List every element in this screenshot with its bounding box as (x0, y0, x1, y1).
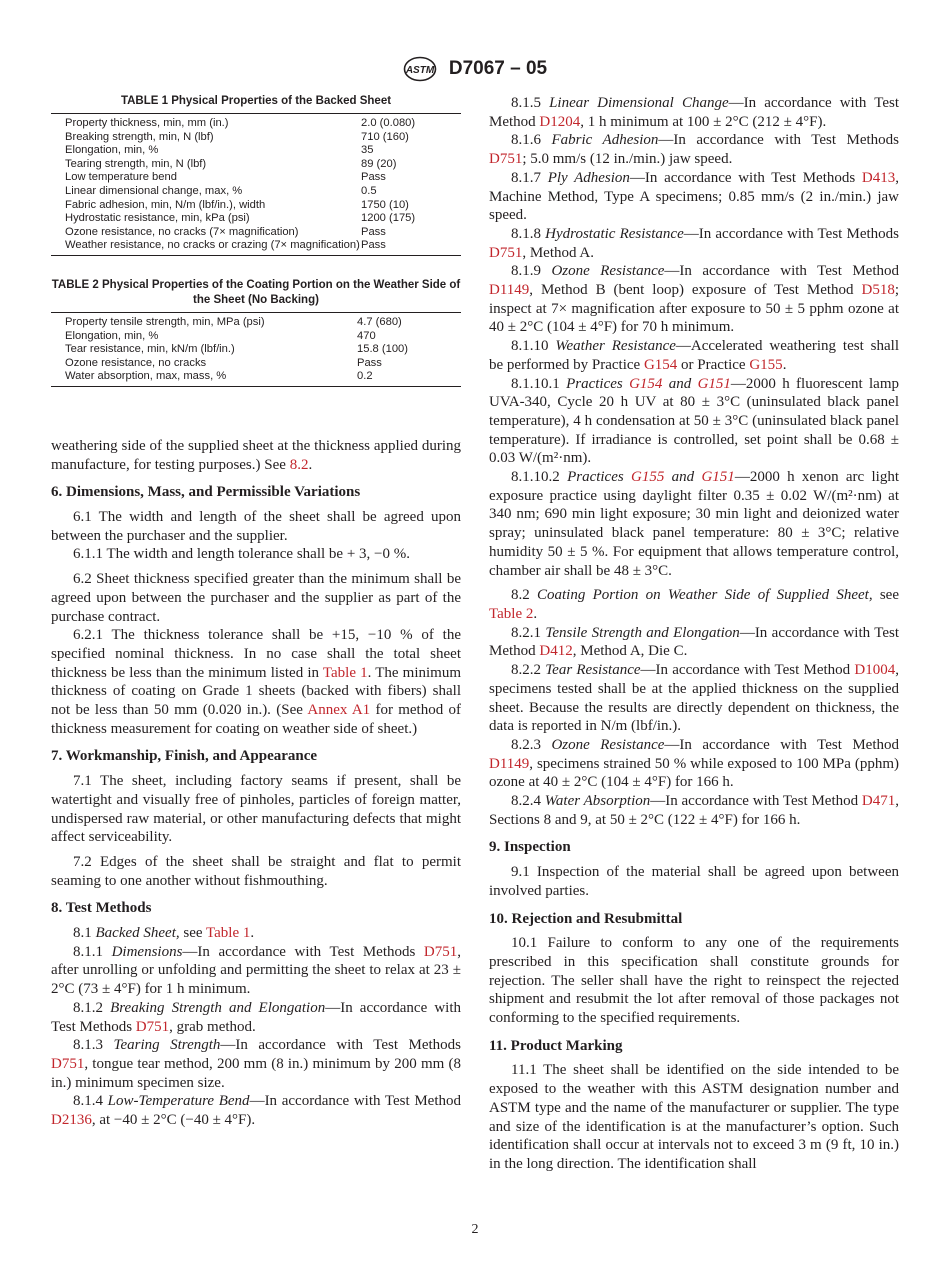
value-cell: Pass (361, 239, 386, 252)
link-d751[interactable]: D751 (489, 151, 523, 168)
value-cell: 1750 (10) (361, 198, 409, 211)
section-7-heading: 7. Workmanship, Finish, and Appearance (51, 748, 318, 765)
link-d413[interactable]: D413 (861, 169, 896, 186)
table-2 (51, 312, 461, 387)
section-8-heading: 8. Test Methods (51, 900, 152, 917)
value-cell: Pass (361, 225, 386, 238)
page-number: 2 (471, 1222, 479, 1237)
table-row (51, 370, 461, 386)
para-8-1-5: 8.1.5 Linear Dimensional Change—In accordance with Test Method D1204, 1 h minimum at 100 ± 2°C (212 ± 4°F). (489, 95, 899, 130)
para-6-1: 6.1 The width and length of the sheet shall be agreed upon between the purchaser and the supplier. (51, 509, 461, 544)
table-row (51, 239, 461, 255)
property-cell: Linear dimensional change, max, % (65, 184, 243, 197)
section-11-heading: 11. Product Marking (489, 1037, 623, 1054)
value-cell: 4.7 (680) (357, 315, 402, 328)
astm-logo-icon (403, 56, 437, 82)
property-cell: Tear resistance, min, kN/m (lbf/in.) (65, 343, 235, 356)
value-cell: Pass (357, 356, 382, 369)
para-8-1-7: 8.1.7 Ply Adhesion—In accordance with Test Methods D413, Machine Method, Type A specimens; 0.85 mm/s (2 in./min.) jaw speed. (489, 169, 899, 224)
link-d751[interactable]: D751 (135, 1018, 170, 1035)
left-column (51, 94, 461, 1130)
designation-number: D7067 – 05 (448, 58, 548, 79)
link-table-1[interactable]: Table 1 (322, 664, 368, 681)
value-cell: 0.5 (361, 184, 377, 197)
link-g155[interactable]: G155 (749, 356, 783, 373)
section-10-heading: 10. Rejection and Resubmittal (489, 910, 683, 927)
value-cell: 710 (160) (361, 130, 409, 143)
para-8-1-9: 8.1.9 Ozone Resistance—In accordance with Test Method D1149, Method B (bent loop) exposure of Test Method D518; inspect at 7× magnification after exposure to 50 ± 5 pphm ozone at 40 ± 2°C (104 ± 4°F) for 70 h minimum. (489, 263, 900, 336)
table-row (51, 330, 461, 344)
value-cell: 2.0 (0.080) (361, 117, 416, 129)
para-6-2-1: 6.2.1 The thickness tolerance shall be +15, −10 % of the specified nominal thickness. In no case shall the total sheet thickness be less than the minimum listed in Table 1. The minimum thickness of coating on Grade 1 sheets (backed with fibers) shall not be less than 50 mm (0.020 in.). (See Annex A1 for method of thickness measurement for coating on weather side of sheet.) (51, 627, 462, 737)
para-10-1: 10.1 Failure to conform to any one of the requirements prescribed in this specification shall constitute grounds for rejection. The seller shall have the right to reinspect the rejected shipment and resubmit the lot after removal of those packages not conforming to the specified requirements. (489, 935, 899, 1027)
link-d471[interactable]: D471 (861, 793, 896, 810)
page-header (0, 56, 950, 82)
para-8-2-4: 8.2.4 Water Absorption—In accordance with Test Method D471, Sections 8 and 9, at 50 ± 2°C (122 ± 4°F) for 166 h. (489, 793, 900, 828)
para-8-1-2: 8.1.2 Breaking Strength and Elongation—In accordance with Test Methods D751, grab method. (51, 999, 461, 1035)
table-row (51, 131, 461, 145)
property-cell: Property tensile strength, min, MPa (psi) (65, 315, 265, 328)
property-cell: Hydrostatic resistance, min, kPa (psi) (65, 212, 250, 225)
link-d1004[interactable]: D1004 (854, 662, 896, 679)
link-g155[interactable]: G155 (631, 469, 665, 486)
property-cell: Breaking strength, min, N (lbf) (65, 130, 214, 143)
link-annex-a1[interactable]: Annex A1 (307, 702, 371, 719)
para-8-2-3: 8.2.3 Ozone Resistance—In accordance with Test Method D1149, specimens strained 50 % while exposed to 100 MPa (pphm) ozone at 40 ± 2°C (104 ± 4°F) for 166 h. (489, 736, 900, 791)
link-d518[interactable]: D518 (861, 282, 895, 299)
para-8-1-1: 8.1.1 Dimensions—In accordance with Test Methods D751, after unrolling or unfolding and permitting the sheet to relax at 23 ± 2°C (73 ± 4°F) for 1 h minimum. (51, 943, 461, 998)
table-row (51, 158, 461, 172)
property-cell: Weather resistance, no cracks or crazing (7× magnification) (65, 239, 360, 252)
para-8-1-4: 8.1.4 Low-Temperature Bend—In accordance with Test Method D2136, at −40 ± 2°C (−40 ± 4°F). (51, 1093, 461, 1129)
svg-text:ASTM: ASTM (405, 65, 435, 76)
para-8-1-10-1: 8.1.10.1 Practices G154 and G151—2000 h fluorescent lamp UVA-340, Cycle 20 h UV at 80 ± 3°C (uninsulated black panel temperature), 4 h condensation at 50 ± 3°C (uninsulated black panel temperature). If irradiance is controlled, set point shall be 0.68 ± 0.03 W/(m²·nm). (489, 375, 900, 467)
para-9-1: 9.1 Inspection of the material shall be agreed upon between involved parties. (489, 864, 899, 899)
table-row (51, 171, 461, 185)
link-d751[interactable]: D751 (51, 1056, 85, 1072)
para-8-2-2: 8.2.2 Tear Resistance—In accordance with Test Method D1004, specimens tested shall be at the applied thickness on the supplied sheet. Because the results are directly dependent on thickness, the data is reported in N/m (lbf/in.). (489, 662, 899, 735)
table-row (51, 185, 461, 199)
property-cell: Ozone resistance, no cracks (7× magnification) (65, 225, 299, 238)
section-9-heading: 9. Inspection (489, 839, 571, 856)
para-11-1: 11.1 The sheet shall be identified on the side intended to be exposed to the weather with this ASTM designation number and ASTM type and the name of the manufacturer or supplier. The type and size of the identification is at the manufacturer’s option. Such identification shall occur at intervals not to exceed 3 m (9 ft, 10 in.) in the long direction. The identification shall (489, 1062, 899, 1172)
table-row (51, 199, 461, 213)
property-cell: Elongation, min, % (65, 329, 159, 342)
section-6-heading: 6. Dimensions, Mass, and Permissible Variations (51, 484, 361, 501)
link-d412[interactable]: D412 (539, 643, 573, 660)
table-row (51, 343, 461, 357)
table-2-title: TABLE 2 Physical Properties of the Coating Portion on the Weather Side of the Sheet (No Backing) (51, 278, 461, 306)
para-6-2: 6.2 Sheet thickness specified greater than the minimum shall be agreed upon between the purchaser and the supplier as part of the purchase contract. (51, 571, 461, 625)
link-g154[interactable]: G154 (643, 356, 678, 373)
table-row (51, 312, 461, 329)
property-cell: Water absorption, max, mass, % (65, 370, 227, 383)
para-7-1: 7.1 The sheet, including factory seams if present, shall be watertight and visually free of pinholes, particles of foreign matter, undispersed raw material, or other manufacturing defects that might affect serviceability. (51, 773, 461, 846)
property-cell: Low temperature bend (65, 171, 177, 184)
continued-paragraph: weathering side of the supplied sheet at the thickness applied during manufacture, for testing purposes.) See 8.2. (51, 437, 461, 473)
para-8-1-6: 8.1.6 Fabric Adhesion—In accordance with Test Methods D751; 5.0 mm/s (12 in./min.) jaw speed. (489, 132, 899, 168)
link-d1149[interactable]: D1149 (489, 282, 530, 299)
table-row (51, 226, 461, 240)
value-cell: 1200 (175) (361, 212, 416, 225)
property-cell: Fabric adhesion, min, N/m (lbf/in.), width (65, 198, 266, 211)
para-8-2: 8.2 Coating Portion on Weather Side of Supplied Sheet, see Table 2. (489, 587, 899, 622)
link-8-2[interactable]: 8.2 (289, 456, 309, 473)
table-row (51, 114, 461, 131)
value-cell: Pass (361, 171, 386, 184)
table-row (51, 357, 461, 371)
link-g154[interactable]: G154 (629, 375, 663, 392)
link-d751[interactable]: D751 (489, 244, 523, 261)
value-cell: 15.8 (100) (357, 343, 408, 356)
link-d2136[interactable]: D2136 (51, 1112, 92, 1129)
property-cell: Elongation, min, % (65, 144, 159, 157)
property-cell: Ozone resistance, no cracks (65, 356, 207, 369)
right-column (489, 94, 899, 1174)
para-8-1: 8.1 Backed Sheet, see Table 1. (73, 925, 255, 942)
para-8-1-8: 8.1.8 Hydrostatic Resistance—In accordance with Test Methods D751, Method A. (489, 225, 899, 261)
link-d1204[interactable]: D1204 (539, 113, 581, 130)
para-7-2: 7.2 Edges of the sheet shall be straight and flat to permit seaming to one another without fishmouthing. (51, 853, 461, 889)
para-6-1-1: 6.1.1 The width and length tolerance shall be + 3, −0 %. (73, 546, 410, 563)
link-d751[interactable]: D751 (423, 943, 458, 960)
value-cell: 470 (357, 329, 376, 342)
link-table-1[interactable]: Table 1 (206, 925, 251, 942)
table-row (51, 212, 461, 226)
para-8-1-3: 8.1.3 Tearing Strength—In accordance with Test Methods D751, tongue tear method, 200 mm (8 in.) minimum by 200 mm (8 in.) minimum specimen size. (51, 1037, 461, 1091)
para-8-1-10: 8.1.10 Weather Resistance—Accelerated weathering test shall be performed by Practice G154 or Practice G155. (489, 338, 899, 373)
para-8-1-10-2: 8.1.10.2 Practices G155 and G151—2000 h xenon arc light exposure practice using daylight filter 0.35 ± 0.02 W/(m²·nm) at 340 nm; 690 min light exposure; 30 min light and deionized water spray; uninsulated black panel temperature: 80 ± 3°C; relative humidity 50 ± 5 %. For equipment that allows temperature control, chamber air shall be 48 ± 3°C. (489, 469, 899, 579)
link-g151[interactable]: G151 (697, 375, 731, 392)
para-8-2-1: 8.2.1 Tensile Strength and Elongation—In accordance with Test Method D412, Method A, Die C. (489, 624, 899, 660)
property-cell: Property thickness, min, mm (in.) (65, 117, 229, 129)
value-cell: 35 (361, 144, 374, 157)
link-g151[interactable]: G151 (701, 469, 735, 486)
table-1-title: TABLE 1 Physical Properties of the Backed Sheet (120, 95, 392, 107)
link-table-2[interactable]: Table 2 (489, 605, 534, 622)
table-1 (51, 113, 461, 256)
link-d1149[interactable]: D1149 (489, 755, 530, 772)
value-cell: 89 (20) (361, 157, 397, 170)
value-cell: 0.2 (357, 370, 373, 383)
property-cell: Tearing strength, min, N (lbf) (65, 157, 207, 170)
table-row (51, 144, 461, 158)
